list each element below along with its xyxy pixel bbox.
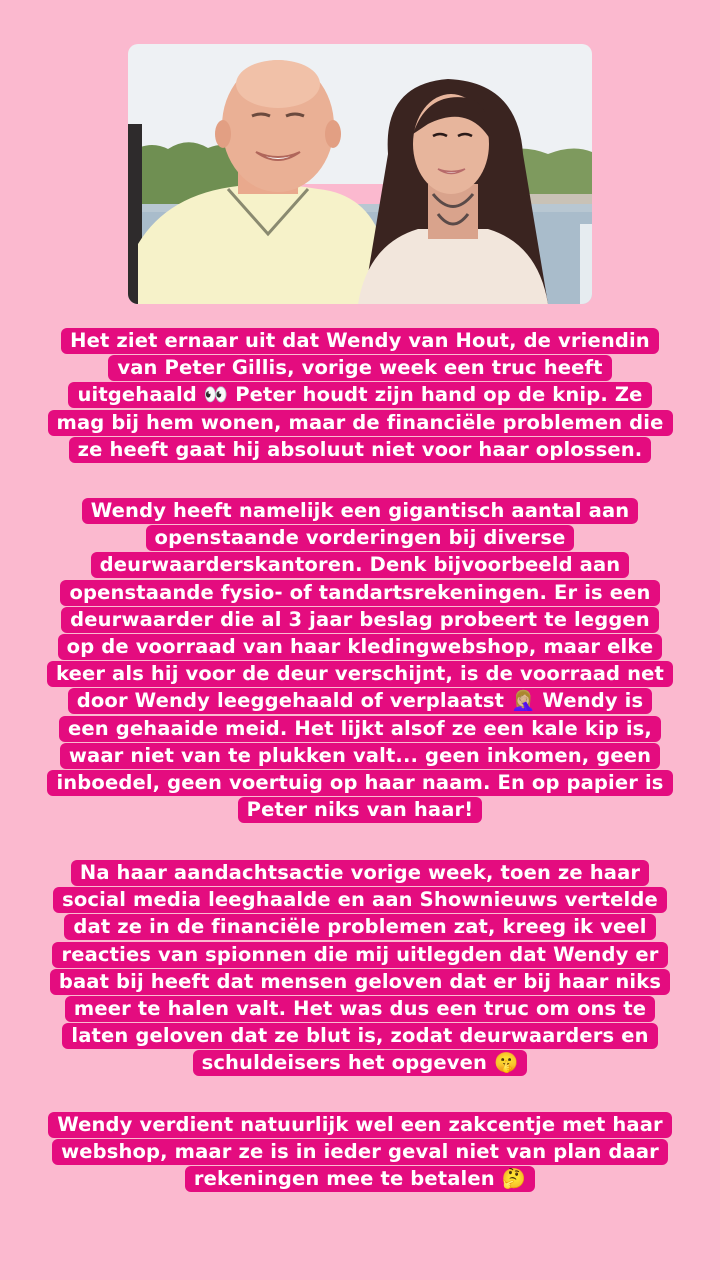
caption-line: laten geloven dat ze blut is, zodat deurwaarders en xyxy=(62,1023,657,1049)
caption-line: keer als hij voor de deur verschijnt, is de voorraad net xyxy=(47,661,673,687)
caption-line: Wendy verdient natuurlijk wel een zakcentje met haar xyxy=(48,1112,672,1138)
caption-line: waar niet van te plukken valt... geen inkomen, geen xyxy=(60,743,660,769)
caption-line: een gehaaide meid. Het lijkt alsof ze een kale kip is, xyxy=(59,716,661,742)
caption-line: baat bij heeft dat mensen geloven dat er bij haar niks xyxy=(50,969,670,995)
caption-line: door Wendy leeggehaald of verplaatst 🤦🏼‍♀️ Wendy is xyxy=(68,688,652,714)
caption-line: openstaande vorderingen bij diverse xyxy=(146,525,575,551)
paragraph-1 xyxy=(20,327,700,463)
caption-line: van Peter Gillis, vorige week een truc heeft xyxy=(108,355,611,381)
caption-line: Na haar aandachtsactie vorige week, toen ze haar xyxy=(71,860,649,886)
caption-line: webshop, maar ze is in ieder geval niet van plan daar xyxy=(52,1139,668,1165)
paragraph-4 xyxy=(20,1111,700,1193)
caption-line: rekeningen mee te betalen 🤔 xyxy=(185,1166,535,1192)
caption-line: social media leeghaalde en aan Shownieuws vertelde xyxy=(53,887,667,913)
caption-line: meer te halen valt. Het was dus een truc om ons te xyxy=(65,996,655,1022)
caption-line: uitgehaald 👀 Peter houdt zijn hand op de knip. Ze xyxy=(68,382,651,408)
story-photo xyxy=(128,44,592,304)
paragraph-2 xyxy=(20,497,700,823)
caption-line: op de voorraad van haar kledingwebshop, maar elke xyxy=(58,634,663,660)
couple-photo-icon xyxy=(128,44,592,304)
caption-line: Peter niks van haar! xyxy=(238,797,483,823)
caption-line: Wendy heeft namelijk een gigantisch aantal aan xyxy=(82,498,639,524)
caption-line: dat ze in de financiële problemen zat, kreeg ik veel xyxy=(64,914,655,940)
caption-line: Het ziet ernaar uit dat Wendy van Hout, de vriendin xyxy=(61,328,659,354)
caption-line: ze heeft gaat hij absoluut niet voor haar oplossen. xyxy=(69,437,652,463)
caption-line: deurwaarder die al 3 jaar beslag probeert te leggen xyxy=(61,607,659,633)
caption-line: openstaande fysio- of tandartsrekeningen. Er is een xyxy=(60,580,659,606)
caption-line: inboedel, geen voertuig op haar naam. En op papier is xyxy=(47,770,672,796)
caption-line: deurwaarderskantoren. Denk bijvoorbeeld aan xyxy=(91,552,630,578)
caption-line: reacties van spionnen die mij uitlegden dat Wendy er xyxy=(52,942,667,968)
caption-line: schuldeisers het opgeven 🤫 xyxy=(193,1050,528,1076)
caption-line: mag bij hem wonen, maar de financiële problemen die xyxy=(48,410,673,436)
paragraph-3 xyxy=(20,859,700,1077)
